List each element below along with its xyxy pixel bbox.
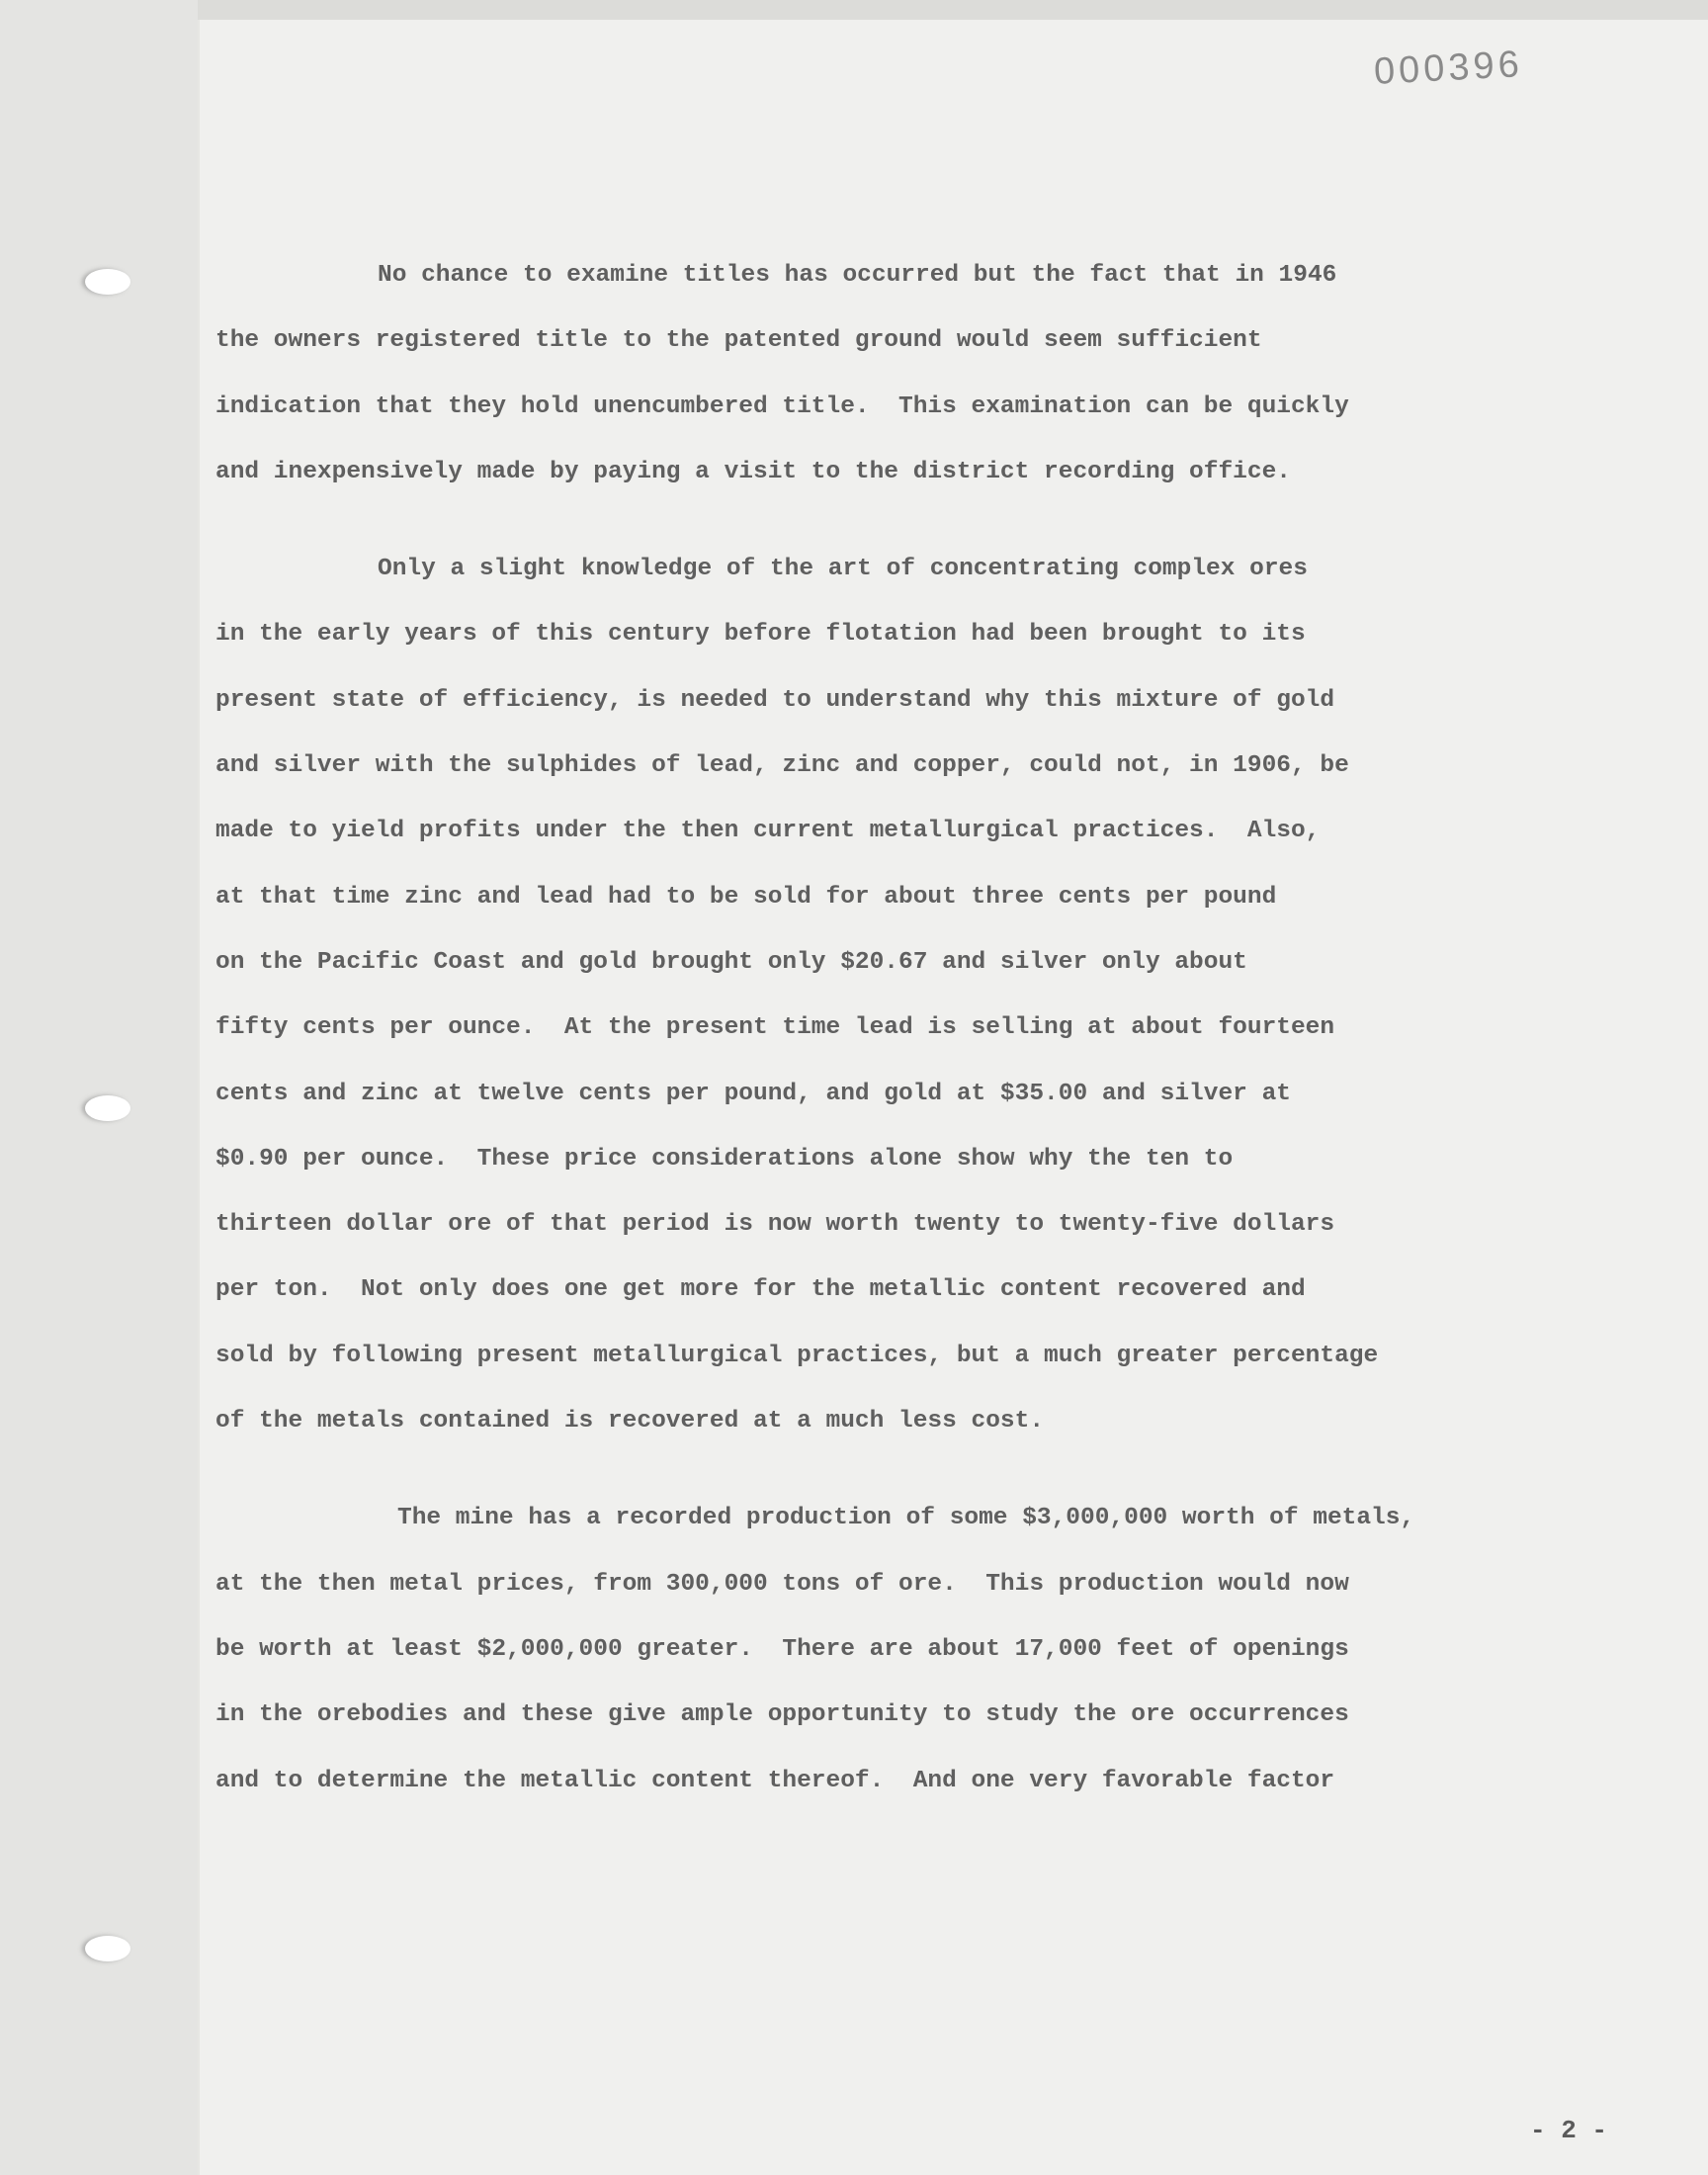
paragraph (215, 252, 1540, 514)
text-line: and silver with the sulphides of lead, zinc and copper, could not, in 1906, be (215, 752, 1349, 780)
scan-margin (0, 0, 198, 2175)
text-line: at that time zinc and lead had to be sold for about three cents per pound (215, 883, 1277, 911)
punch-hole (85, 269, 130, 295)
punch-hole (85, 1095, 130, 1121)
paragraph (215, 546, 1540, 1463)
text-line: per ton. Not only does one get more for the metallic content recovered and (215, 1276, 1306, 1304)
text-line: the owners registered title to the patented ground would seem sufficient (215, 327, 1262, 355)
text-line: sold by following present metallurgical practices, but a much greater percentage (215, 1342, 1379, 1369)
scan-top-edge (198, 0, 1708, 20)
text-line: made to yield profits under the then current metallurgical practices. Also, (215, 818, 1321, 845)
text-line: cents and zinc at twelve cents per pound, and gold at $35.00 and silver at (215, 1080, 1291, 1107)
text-line: on the Pacific Coast and gold brought only $20.67 and silver only about (215, 948, 1247, 976)
text-line: of the metals contained is recovered at a much less cost. (215, 1408, 1045, 1436)
text-line: in the early years of this century before flotation had been brought to its (215, 621, 1306, 649)
text-line: The mine has a recorded production of some $3,000,000 worth of metals, (397, 1505, 1415, 1532)
text-line: and inexpensively made by paying a visit to the district recording office. (215, 458, 1291, 485)
text-line: at the then metal prices, from 300,000 tons of ore. This production would now (215, 1570, 1349, 1598)
text-line: in the orebodies and these give ample opportunity to study the ore occurrences (215, 1701, 1349, 1729)
paragraph (215, 1495, 1540, 1822)
text-line: No chance to examine titles has occurred but the fact that in 1946 (378, 262, 1337, 289)
text-line: thirteen dollar ore of that period is now worth twenty to twenty-five dollars (215, 1211, 1335, 1239)
page-number: - 2 - (1530, 2116, 1608, 2145)
text-line: fifty cents per ounce. At the present time lead is selling at about fourteen (215, 1014, 1335, 1042)
text-line: indication that they hold unencumbered title. This examination can be quickly (215, 392, 1349, 420)
text-line: be worth at least $2,000,000 greater. There are about 17,000 feet of openings (215, 1635, 1349, 1663)
text-line: present state of efficiency, is needed to understand why this mixture of gold (215, 686, 1335, 714)
document-body (215, 252, 1540, 1823)
text-line: and to determine the metallic content thereof. And one very favorable factor (215, 1767, 1335, 1794)
text-line: $0.90 per ounce. These price considerations alone show why the ten to (215, 1145, 1234, 1173)
punch-hole (85, 1936, 130, 1961)
text-line: Only a slight knowledge of the art of concentrating complex ores (378, 556, 1308, 583)
document-stamp-number: 000396 (1372, 44, 1524, 93)
